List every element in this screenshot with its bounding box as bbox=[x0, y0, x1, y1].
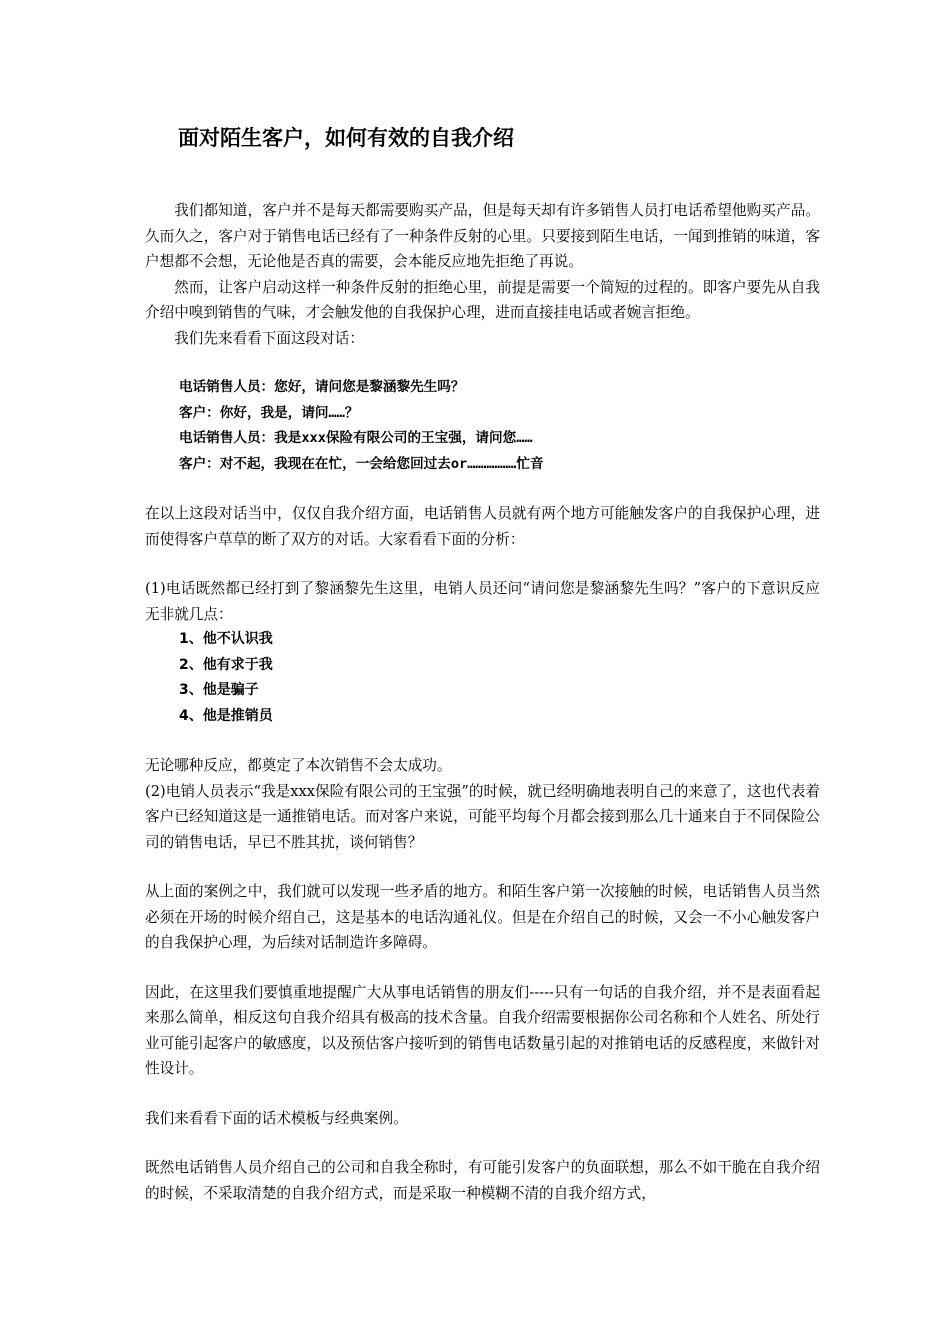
dialogue-line: 客户：对不起，我现在在忙，一会给您回过去or………………忙音 bbox=[179, 455, 544, 472]
final-paragraph: 既然电话销售人员介绍自己的公司和自我全称时，有可能引发客户的负面联想，那么不如干脆在自我介绍的时候，不采取清楚的自我介绍方式，而是采取一种模糊不清的自我介绍方式， bbox=[145, 1159, 820, 1202]
templates-paragraph: 我们来看看下面的话术模板与经典案例。 bbox=[145, 1109, 408, 1127]
reaction-item: 2、他有求于我 bbox=[179, 656, 273, 673]
reaction-item: 4、他是推销员 bbox=[179, 707, 273, 724]
dialogue-line: 电话销售人员：您好，请问您是黎涵黎先生吗？ bbox=[179, 379, 465, 395]
document-body bbox=[145, 198, 820, 1206]
contradiction-paragraph: 从上面的案例之中，我们就可以发现一些矛盾的地方。和陌生客户第一次接触的时候，电话销售人员当然必须在开场的时候介绍自己，这是基本的电话沟通礼仪。但是在介绍自己的时候，又会一不小心触发客户的自我保护心理，为后续对话制造许多障碍。 bbox=[145, 883, 820, 951]
reminder-paragraph: 因此，在这里我们要慎重地提醒广大从事电话销售的朋友们-----只有一句话的自我介绍，并不是表面看起来那么简单，相反这句自我介绍具有极高的技术含量。自我介绍需要根据你公司名称和个人姓名、所处行业可能引起客户的敏感度，以及预估客户接听到的销售电话数量引起的对推销电话的反感程度，来做针对性设计。 bbox=[145, 983, 820, 1077]
sample-dialogue bbox=[145, 375, 820, 477]
reaction-item: 1、他不认识我 bbox=[179, 631, 273, 647]
conclusion-paragraph: 无论哪种反应，都奠定了本次销售不会太成功。 bbox=[145, 757, 452, 774]
document-title: 面对陌生客户，如何有效的自我介绍 bbox=[178, 126, 514, 150]
intro-paragraph-3: 我们先来看看下面这段对话： bbox=[174, 329, 364, 347]
point-two-paragraph: (2)电销人员表示“我是xxx保险有限公司的王宝强”的时候，就已经明确地表明自己的来意了，这也代表着客户已经知道这是一通推销电话。而对客户来说，可能平均每个月都会接到那么几十通来自于不同保险公司的销售电话，早已不胜其扰，谈何销售？ bbox=[145, 782, 820, 851]
customer-reactions-list bbox=[145, 627, 820, 729]
dialogue-line: 客户：你好，我是，请问……？ bbox=[179, 404, 359, 421]
analysis-intro-paragraph: 在以上这段对话当中，仅仅自我介绍方面，电话销售人员就有两个地方可能触发客户的自我保护心理，进而使得客户草草的断了双方的对话。大家看看下面的分析： bbox=[145, 505, 820, 548]
intro-paragraph-1: 我们都知道，客户并不是每天都需要购买产品，但是每天却有许多销售人员打电话希望他购买产品。久而久之，客户对于销售电话已经有了一种条件反射的心里。只要接到陌生电话，一闻到推销的味道，客户想都不会想，无论他是否真的需要，会本能反应地先拒绝了再说。 bbox=[145, 202, 820, 270]
intro-paragraph-2: 然而，让客户启动这样一种条件反射的拒绝心里，前提是需要一个简短的过程的。即客户要先从自我介绍中嗅到销售的气味，才会触发他的自我保护心理，进而直接挂电话或者婉言拒绝。 bbox=[145, 278, 820, 321]
point-one-paragraph: (1)电话既然都已经打到了黎涵黎先生这里，电销人员还问“请问您是黎涵黎先生吗？”客户的下意识反应无非就几点： bbox=[145, 580, 820, 623]
dialogue-line: 电话销售人员：我是xxx保险有限公司的王宝强，请问您…… bbox=[179, 430, 533, 446]
reaction-item: 3、他是骗子 bbox=[179, 682, 259, 698]
